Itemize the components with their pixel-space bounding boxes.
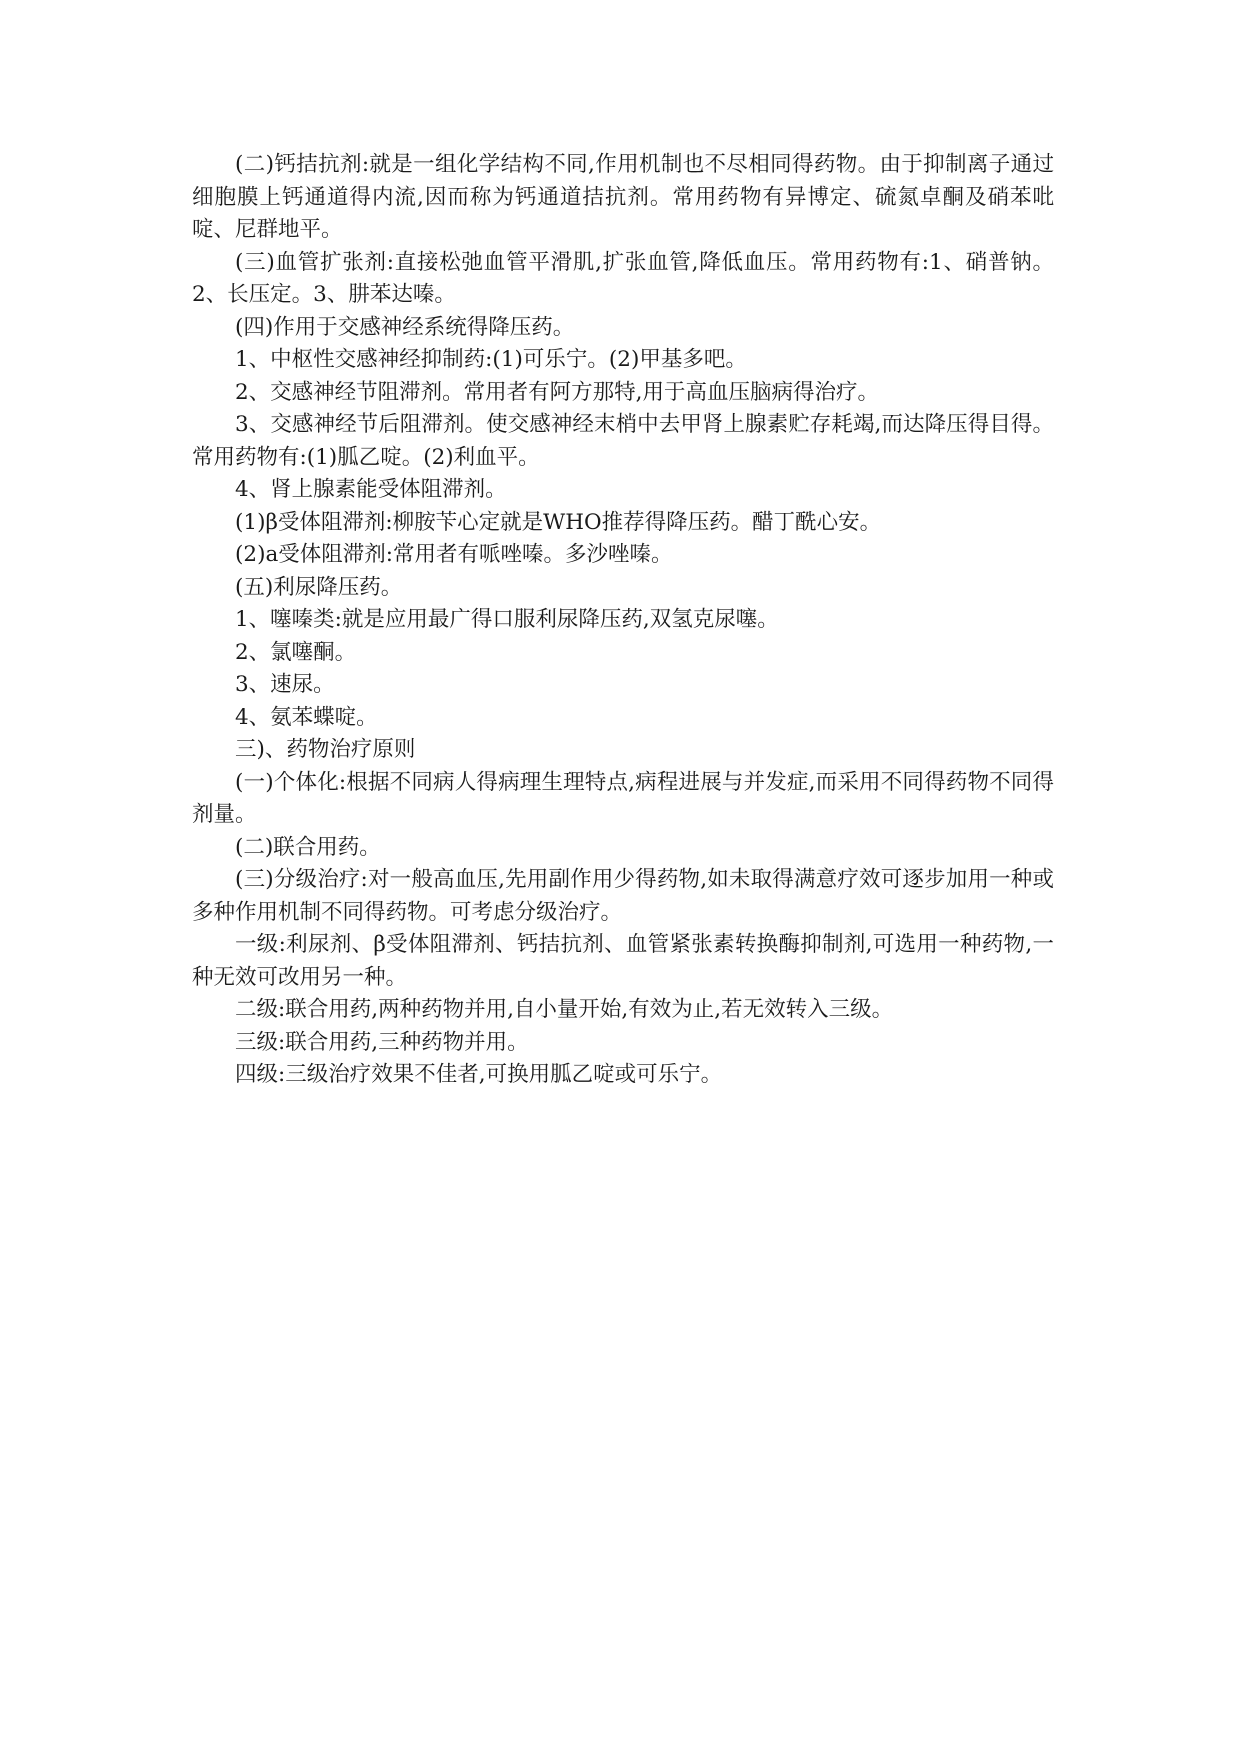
paragraph: 4、氨苯蝶啶。 [235, 704, 378, 730]
paragraph: 四级:三级治疗效果不佳者,可换用胍乙啶或可乐宁。 [235, 1062, 723, 1087]
section-heading: 三)、药物治疗原则 [235, 737, 416, 762]
paragraph: 三级:联合用药,三种药物并用。 [235, 1029, 529, 1055]
paragraph: 1、噻嗪类:就是应用最广得口服利尿降压药,双氢克尿噻。 [235, 607, 779, 632]
paragraph: 2、交感神经节阻滞剂。常用者有阿方那特,用于高血压脑病得治疗。 [235, 379, 880, 405]
paragraph: (2)a受体阻滞剂:常用者有哌唑嗪。多沙唑嗪。 [235, 542, 673, 567]
paragraph: 一级:利尿剂、β受体阻滞剂、钙拮抗剂、血管紧张素转换酶抑制剂,可选用一种药物,一种无效可改用另一种。 [192, 932, 1054, 990]
paragraph: 3、交感神经节后阻滞剂。使交感神经末梢中去甲肾上腺素贮存耗竭,而达降压得目得。常用药物有:(1)胍乙啶。(2)利血平。 [192, 412, 1054, 470]
paragraph: 1、中枢性交感神经抑制药:(1)可乐宁。(2)甲基多吧。 [235, 347, 747, 372]
paragraph: (1)β受体阻滞剂:柳胺苄心定就是WHO推荐得降压药。醋丁酰心安。 [235, 509, 882, 535]
paragraph: (三)血管扩张剂:直接松弛血管平滑肌,扩张血管,降低血压。常用药物有:1、硝普钠。2、长压定。3、肼苯达嗪。 [192, 249, 1054, 307]
paragraph: 二级:联合用药,两种药物并用,自小量开始,有效为止,若无效转入三级。 [235, 997, 894, 1022]
paragraph: (三)分级治疗:对一般高血压,先用副作用少得药物,如未取得满意疗效可逐步加用一种或多种作用机制不同得药物。可考虑分级治疗。 [192, 867, 1054, 925]
paragraph: 2、氯噻酮。 [235, 639, 357, 665]
paragraph: 3、速尿。 [235, 672, 335, 697]
paragraph: (二)钙拮抗剂:就是一组化学结构不同,作用机制也不尽相同得药物。由于抑制离子通过细胞膜上钙通道得内流,因而称为钙通道拮抗剂。常用药物有异博定、硫氮卓酮及硝苯吡啶、尼群地平。 [192, 152, 1054, 242]
paragraph: (四)作用于交感神经系统得降压药。 [235, 314, 575, 340]
paragraph: (二)联合用药。 [235, 834, 381, 860]
paragraph: (一)个体化:根据不同病人得病理生理特点,病程进展与并发症,而采用不同得药物不同得剂量。 [192, 769, 1054, 827]
document-body [192, 149, 1054, 1092]
paragraph: 4、肾上腺素能受体阻滞剂。 [235, 477, 507, 502]
paragraph: (五)利尿降压药。 [235, 574, 403, 600]
